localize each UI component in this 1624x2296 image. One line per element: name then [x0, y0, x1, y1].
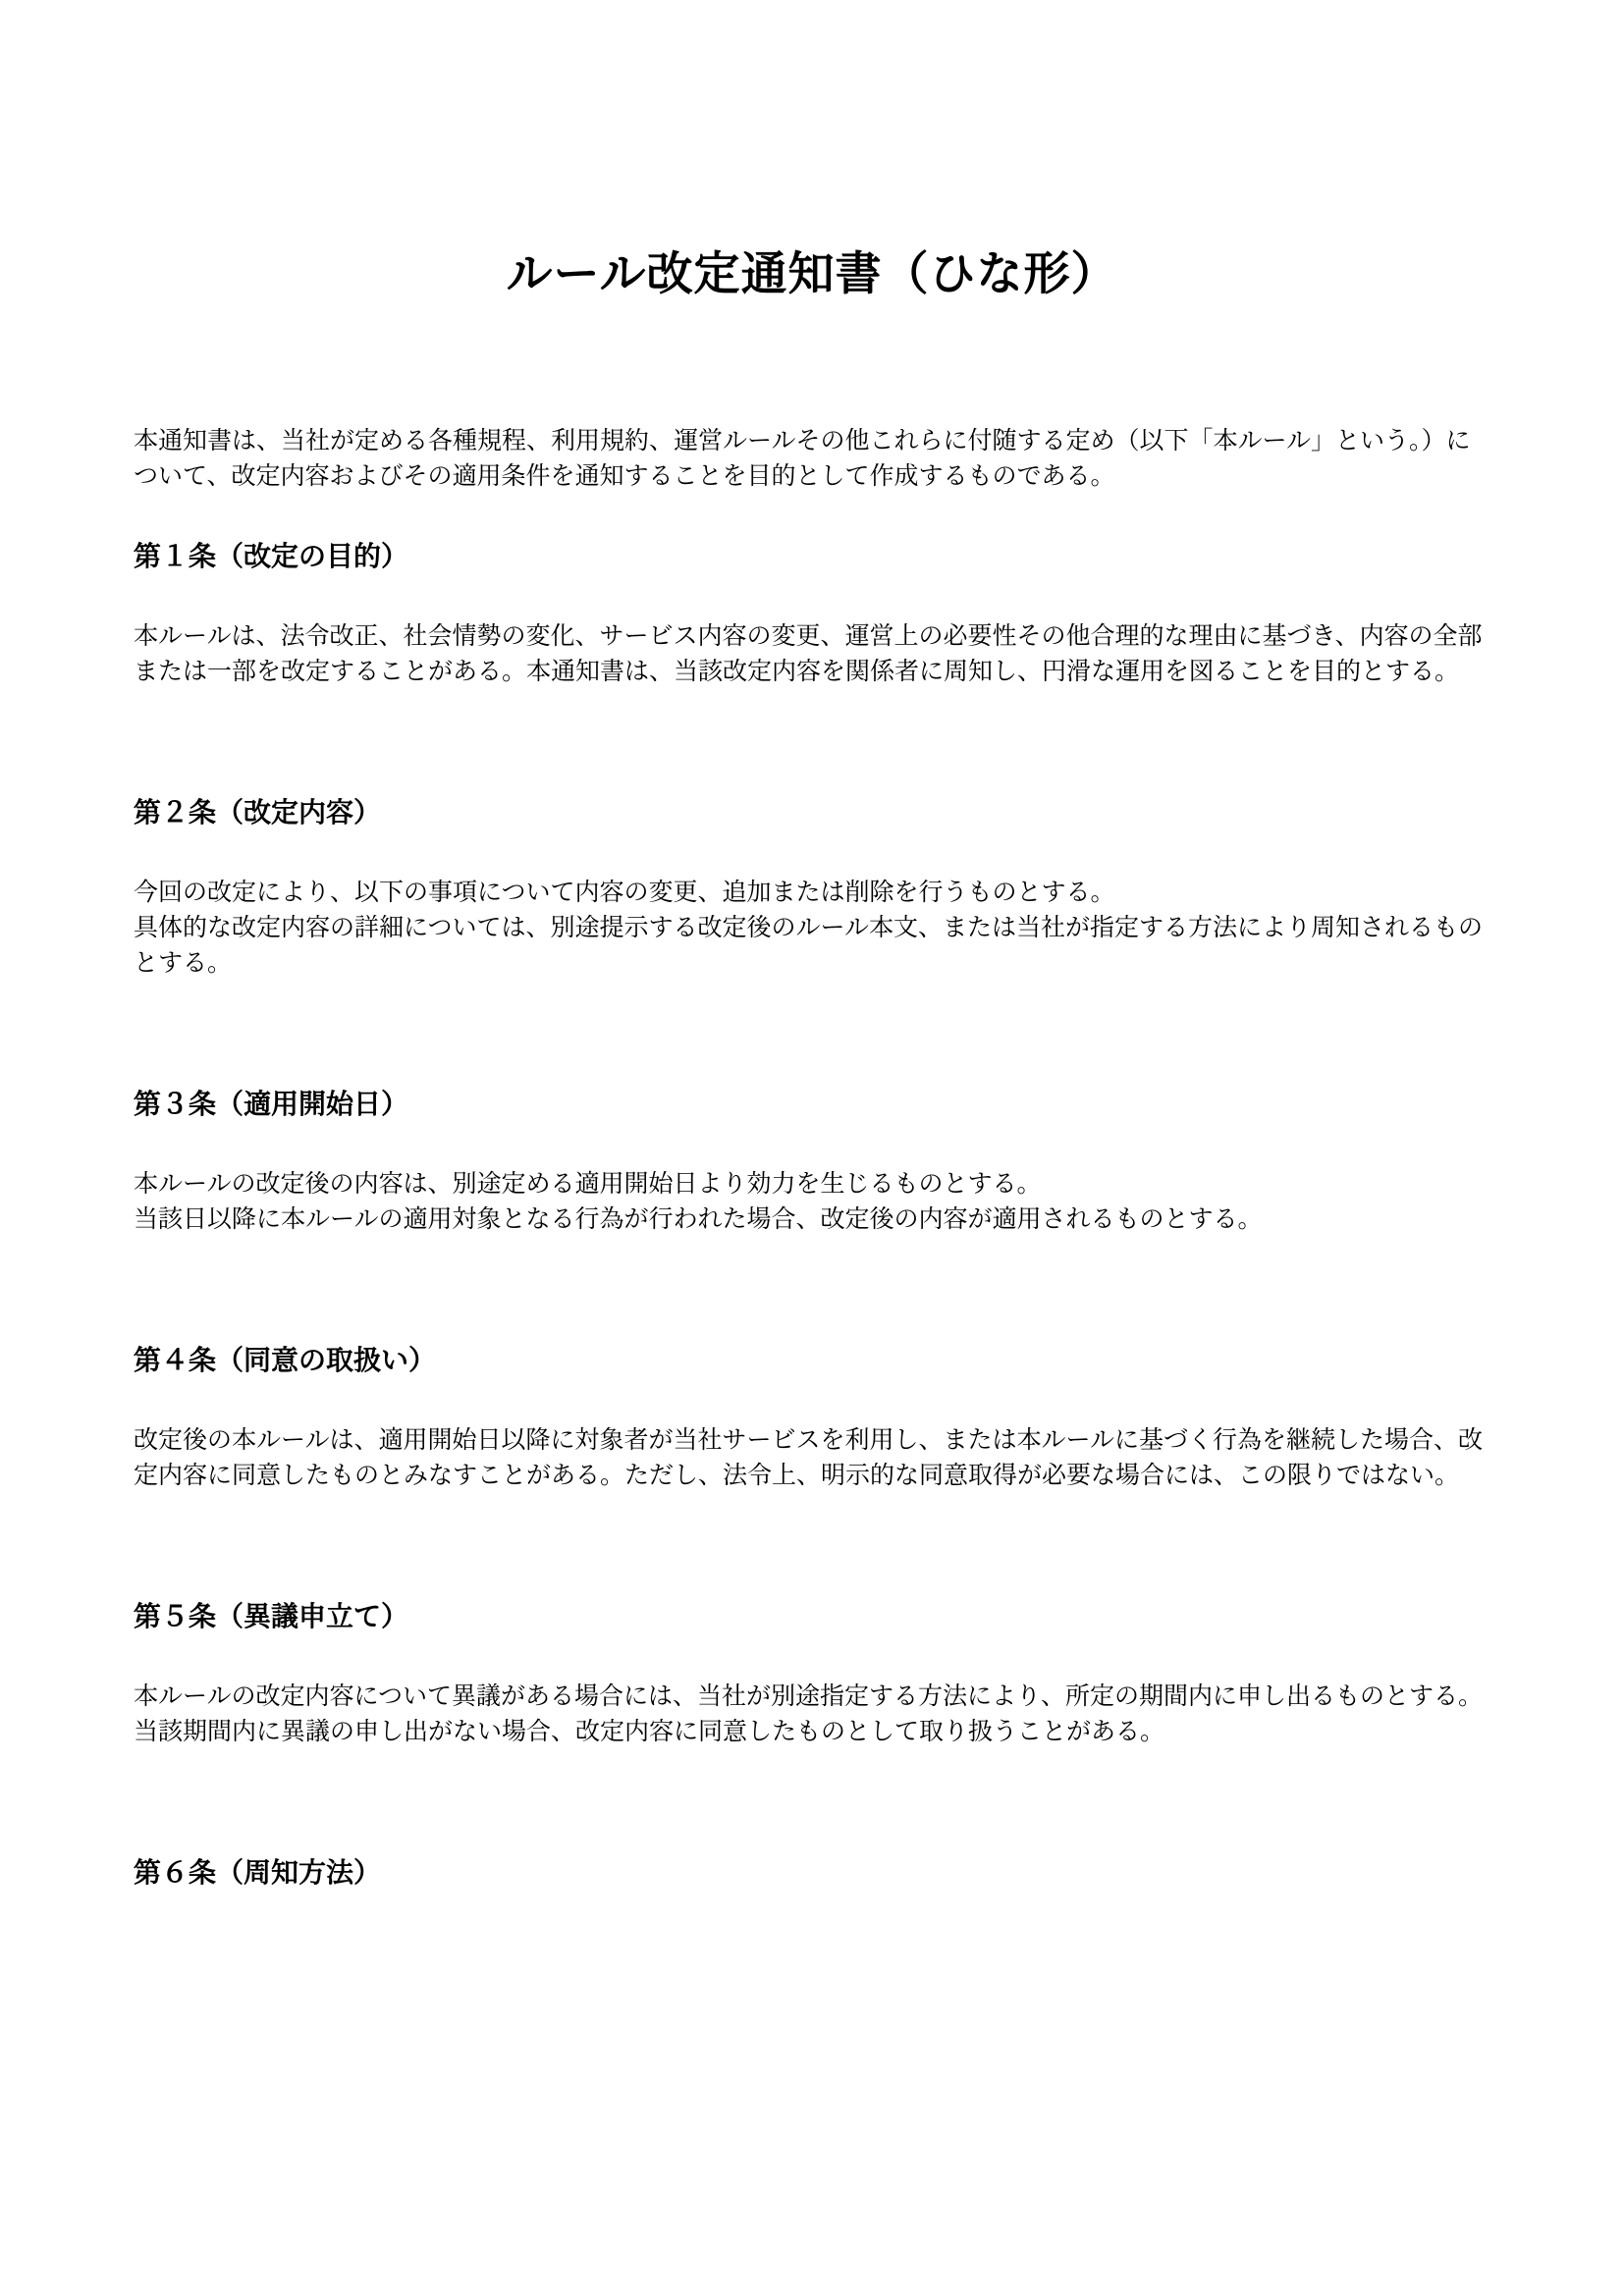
article-5-paragraph: 当該期間内に異議の申し出がない場合、改定内容に同意したものとして取り扱うことがある。 [134, 1718, 1165, 1745]
document-title: ルール改定通知書（ひな形） [506, 247, 1118, 299]
section-article-3 [134, 1085, 1490, 1237]
article-1-paragraph: 本ルールは、法令改正、社会情勢の変化、サービス内容の変更、運営上の必要性その他合理的な理由に基づき、内容の全部または一部を改定することがある。本通知書は、当該改定内容を関係者に周知し、円滑な運用を図ることを目的とする。 [134, 622, 1483, 685]
article-4-heading: 第４条（同意の取扱い） [134, 1345, 437, 1375]
section-article-1 [134, 537, 1490, 689]
section-article-2 [134, 793, 1490, 981]
article-4-paragraph: 改定後の本ルールは、適用開始日以降に対象者が当社サービスを利用し、または本ルールに基づく行為を継続した場合、改定内容に同意したものとみなすことがある。ただし、法令上、明示的な同意取得が必要な場合には、この限りではない。 [134, 1426, 1484, 1489]
section-article-4 [134, 1341, 1490, 1493]
article-1-heading: 第１条（改定の目的） [134, 541, 409, 571]
article-4-body [134, 1422, 1490, 1493]
article-3-paragraph: 本ルールの改定後の内容は、別途定める適用開始日より効力を生じるものとする。 [134, 1170, 1042, 1198]
intro-paragraph: 本通知書は、当社が定める各種規程、利用規約、運営ルールその他これらに付随する定め（以下「本ルール」という。）について、改定内容およびその適用条件を通知することを目的として作成するものである。 [134, 427, 1471, 490]
article-2-body [134, 875, 1490, 981]
article-5-heading: 第５条（異議申立て） [134, 1601, 409, 1631]
article-2-heading: 第２条（改定内容） [134, 797, 382, 828]
article-1-body [134, 618, 1490, 689]
article-5-body [134, 1679, 1490, 1749]
article-6-heading: 第６条（周知方法） [134, 1857, 382, 1888]
article-3-body [134, 1166, 1490, 1237]
section-article-6 [134, 1853, 1490, 1893]
article-2-paragraph: 今回の改定により、以下の事項について内容の変更、追加または削除を行うものとする。 [134, 879, 1115, 906]
section-article-5 [134, 1597, 1490, 1749]
article-3-heading: 第３条（適用開始日） [134, 1089, 409, 1119]
article-2-paragraph: 具体的な改定内容の詳細については、別途提示する改定後のルール本文、または当社が指定する方法により周知されるものとする。 [134, 914, 1484, 977]
article-5-paragraph: 本ルールの改定内容について異議がある場合には、当社が別途指定する方法により、所定の期間内に申し出るものとする。 [134, 1682, 1484, 1710]
article-3-paragraph: 当該日以降に本ルールの適用対象となる行為が行われた場合、改定後の内容が適用されるものとする。 [134, 1205, 1263, 1233]
